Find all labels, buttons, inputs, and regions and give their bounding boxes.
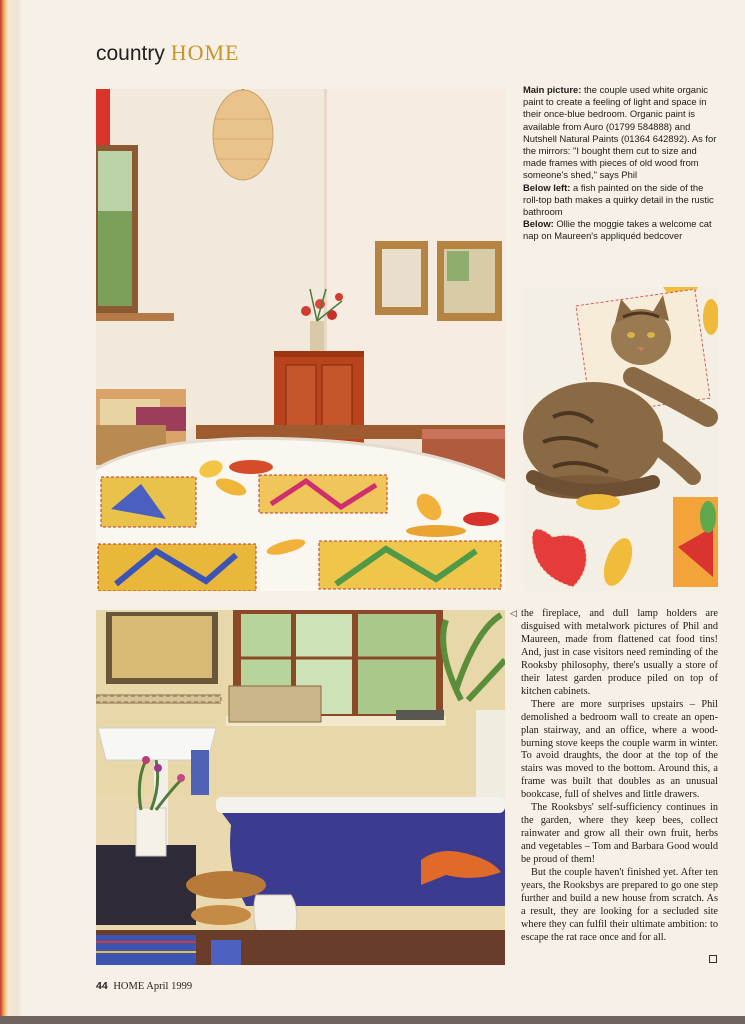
issue-line: HOME April 1999 [113,981,193,992]
article-paragraph: The Rooksbys' self-sufficiency continues in the garden, where they keep bees, collect rainwater and grow all their own fruit, herbs and vegetables – Tom and Barbara Good would be proud of them! [521,802,718,866]
bathroom-photo [96,610,505,965]
caption-below-label: Below: [523,218,554,230]
end-of-article-mark [709,955,717,963]
article-paragraph: But the couple haven't finished yet. After ten years, the Rooksbys are prepared to go one step further and build a new house from scratch. As a result, they are looking for a secluded site where they can fulfil their ultimate ambition: to escape the rat race once and for all. [521,867,718,943]
section-header [96,40,240,70]
bedroom-photo [96,89,505,591]
article-body [521,608,718,945]
caption-below [523,218,721,242]
photo-caption [523,84,721,243]
article-paragraph: the fireplace, and dull lamp holders are disguised with metalwork pictures of Phil and Maureen, made from flattened cat food tins! And, just in case visitors need reminding of the Rooksby philosophy, there's usually a store of their latest garden produce piled on top of kitchen cabinets. [521,608,718,697]
page-edge-shadow [0,1016,745,1024]
page-footer [96,980,192,992]
continuation-arrow-icon: ◁ [510,609,517,619]
caption-main-label: Main picture: [523,84,582,95]
page-spine [0,0,22,1024]
caption-below-left-label: Below left: [523,181,571,193]
bathroom-illustration [96,610,505,965]
article-paragraph: There are more surprises upstairs – Phil demolished a bedroom wall to create an open-plan stairway, and an office, where a wood-burning stove keeps the couple warm in winter. To avoid draughts, the door at the top of the stairs was moved to the bottom. Around this, a frame was built that doubles as an unusual bookcase, full of shelves and little drawers. [521,698,718,801]
header-word-country: country [96,42,165,65]
caption-below-left-text: a fish painted on the side of the roll-top bath makes a quirky detail in the rustic bathroom [523,181,714,218]
cat-illustration [523,287,718,591]
caption-below-left [523,182,721,219]
cat-photo [523,287,718,591]
header-word-home: HOME [170,40,240,65]
caption-main-text: the couple used white organic paint to create a feeling of light and space in their once-blue bedroom. Organic paint is available from Auro (01799 584888) and Nutshell Natural Paints (01364 642892). As for the mirrors: "I bought them cut to size and made frames with pieces of old wood from someone's shed," says Phil [523,84,717,181]
caption-main [523,84,721,182]
caption-below-text: Ollie the moggie takes a welcome cat nap on Maureen's appliquéd bedcover [523,218,712,242]
bedroom-illustration [96,89,505,591]
page-number: 44 [96,980,108,992]
